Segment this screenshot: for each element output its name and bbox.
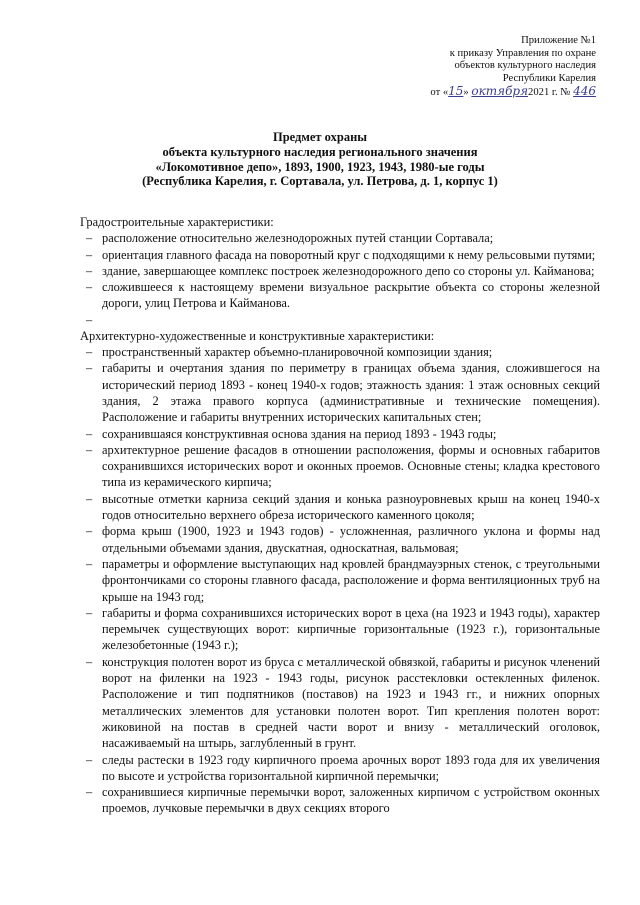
list-item bbox=[82, 442, 600, 491]
section-heading: Градостроительные характеристики: bbox=[80, 215, 274, 229]
list-item bbox=[82, 523, 600, 556]
bullet-dash: – bbox=[86, 426, 93, 441]
list-item bbox=[82, 491, 600, 524]
list-item-text: параметры и оформление выступающих над кровлей брандмауэрных стенок, с треугольными фронтончиками со стороны главного фасада, расположение и форма вентиляционных труб на крыше на 1943 год; bbox=[102, 556, 600, 604]
bullet-dash: – bbox=[86, 361, 93, 376]
document-title bbox=[0, 130, 640, 189]
list-item-text: сложившееся к настоящему времени визуальное раскрытие объекта со стороны железной дороги, улиц Петрова и Кайманова. bbox=[102, 280, 600, 311]
document-body bbox=[82, 214, 600, 817]
list-item bbox=[82, 426, 600, 442]
appendix-header bbox=[430, 35, 596, 100]
list-item-text: габариты и очертания здания по периметру в границах объема здания, сложившегося на исторический период 1893 - конец 1940-х годов; этажность здания: 1 этаж основных секций здания, 2 этажа правого корпуса (административные и технические помещения). Расположение и габариты внутренних исторических капитальных стен; bbox=[102, 361, 600, 425]
title-line-4: (Республика Карелия, г. Сортавала, ул. Петрова, д. 1, корпус 1) bbox=[142, 174, 498, 189]
list-item bbox=[82, 360, 600, 425]
title-line-1: Предмет охраны bbox=[272, 130, 368, 144]
list-item-text: пространственный характер объемно-планировочной композиции здания; bbox=[102, 345, 493, 360]
bullet-list bbox=[82, 344, 600, 817]
date-year-number: 2021 г. № bbox=[528, 87, 574, 99]
handwritten-month: октября bbox=[471, 84, 529, 99]
list-item bbox=[82, 230, 600, 246]
date-mid: » bbox=[463, 87, 472, 99]
bullet-dash: – bbox=[86, 442, 93, 457]
bullet-dash: – bbox=[86, 231, 93, 246]
handwritten-day: 15 bbox=[448, 84, 464, 99]
bullet-dash: – bbox=[86, 605, 93, 620]
bullet-dash: – bbox=[86, 654, 93, 669]
list-item-text: сохранившиеся кирпичные перемычки ворот, заложенных кирпичом с устройством оконных проемов, лучковые перемычки в двух секциях второго bbox=[102, 785, 600, 816]
appendix-line-2: к приказу Управления по охране bbox=[449, 47, 596, 59]
bullet-dash: – bbox=[86, 247, 93, 262]
list-item-text: габариты и форма сохранившихся исторических ворот в цеха (на 1923 и 1943 годы), характер перемычек существующих ворот: кирпичные горизонтальные (1923 г.), горизонтальные железобетонные (1943 г.); bbox=[102, 605, 600, 653]
list-item bbox=[82, 784, 600, 817]
list-item-text: сохранившаяся конструктивная основа здания на период 1893 - 1943 годы; bbox=[102, 426, 497, 441]
bullet-list bbox=[82, 230, 600, 327]
list-item bbox=[82, 279, 600, 312]
list-item-text: расположение относительно железнодорожных путей станции Сортавала; bbox=[102, 231, 494, 246]
appendix-line-1: Приложение №1 bbox=[521, 35, 596, 46]
list-item-text: здание, завершающее комплекс построек железнодорожного депо со стороны ул. Кайманова; bbox=[102, 263, 595, 278]
appendix-date-line bbox=[430, 85, 596, 100]
list-item bbox=[82, 247, 600, 263]
list-item-text: конструкция полотен ворот из бруса с металлической обвязкой, габариты и рисунок членений ворот на филенки на 1923 - 1943 годы, рисунок расстекловки остекленных филенок. Расположение и тип подпятников (поставов) на 1923 и 1943 гг., и нижних опорных металлических элементов для установки полотен ворот. Тип крепления полотен ворот: жиковиной на постав в средней части ворот и внизу - металлический оголовок, насаживаемый на штырь, заглубленный в грунт. bbox=[102, 654, 600, 751]
list-item bbox=[82, 605, 600, 654]
list-item-text: ориентация главного фасада на поворотный круг с подходящими к нему рельсовыми путями; bbox=[102, 247, 596, 262]
list-item-text: высотные отметки карниза секций здания и конька разноуровневых крыш на конец 1940-х годов относительно верхнего обреза исторического каменного цоколя; bbox=[102, 491, 600, 523]
list-item-text: форма крыш (1900, 1923 и 1943 годов) - усложненная, различного уклона и формы над отдельными объемами здания, двускатная, односкатная, вальмовая; bbox=[102, 524, 600, 555]
list-item-text: архитектурное решение фасадов в отношении расположения, формы и основных габаритов сохранившихся исторических ворот и оконных проемов. Основные стены; кладка крестового типа из керамического кирпича; bbox=[102, 442, 600, 490]
list-item bbox=[82, 312, 600, 328]
bullet-dash: – bbox=[86, 785, 93, 800]
list-item bbox=[82, 752, 600, 785]
bullet-dash: – bbox=[86, 263, 93, 278]
bullet-dash: – bbox=[86, 752, 93, 767]
appendix-line-4: Республики Карелия bbox=[502, 72, 596, 84]
bullet-dash: – bbox=[86, 556, 93, 571]
list-item bbox=[82, 263, 600, 279]
section-heading: Архитектурно-художественные и конструктивные характеристики: bbox=[80, 328, 435, 343]
bullet-dash: – bbox=[86, 491, 93, 506]
list-item bbox=[82, 654, 600, 752]
title-line-2: объекта культурного наследия регионального значения bbox=[162, 144, 478, 159]
bullet-dash: – bbox=[86, 280, 93, 295]
bullet-dash: – bbox=[86, 312, 93, 327]
bullet-dash: – bbox=[86, 524, 93, 539]
date-prefix: от « bbox=[430, 87, 449, 99]
list-item bbox=[82, 556, 600, 605]
handwritten-doc-number: 446 bbox=[573, 84, 596, 99]
title-line-3: «Локомотивное депо», 1893, 1900, 1923, 1943, 1980-ые годы bbox=[155, 159, 485, 174]
list-item-text: следы растески в 1923 году кирпичного проема арочных ворот 1893 года для их увеличения по высоте и устройства горизонтальной кирпичной перемычки; bbox=[102, 752, 600, 783]
list-item bbox=[82, 344, 600, 360]
appendix-line-3: объектов культурного наследия bbox=[454, 60, 596, 72]
bullet-dash: – bbox=[86, 345, 93, 360]
